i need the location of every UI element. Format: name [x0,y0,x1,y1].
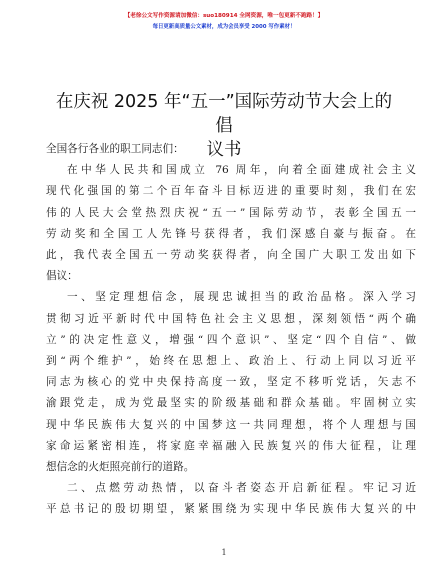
paragraph-line: 同志为核心的党中央保持高度一致，坚定不移听党话，矢志不 [46,376,416,389]
document-body [46,139,416,521]
paragraph-line: 倡议： [46,270,78,283]
paragraph-line: 立”的决定性意义，增强“四个意识”、坚定“四个自信”、做 [46,333,416,346]
paragraph-line: 一、坚定理想信念，展现忠诚担当的政治品格。深入学习 [67,291,416,304]
title-line: 在庆祝 2025 年“五一”国际劳动节大会上的倡 [55,92,393,136]
page-number: 1 [221,548,227,557]
promo-banner-line-2: 每日更新高质量公文素材，成为会员享受 2000 写作素材！ [152,24,296,30]
paragraph-line: 现代化强国的第二个百年奋斗目标迈进的重要时刻，我们在宏 [46,185,416,198]
paragraph-line: 贯彻习近平新时代中国特色社会主义思想，深刻领悟“两个确 [46,312,416,325]
paragraph-line: 渝跟党走，成为党最坚实的阶级基础和群众基础。牢固树立实 [46,397,416,410]
promo-banner-line-1: 【老徐公文写作资源请加微信：suo180914 全网资源，唯一包更新不跑路！】 [124,13,324,19]
paragraph-line: 劳动奖和全国工人先锋号获得者，我们深感自豪与振奋。在 [46,227,416,240]
paragraph-line: 家命运紧密相连，将家庭幸福融入民族复兴的伟大征程，让理 [46,439,416,452]
paragraph-line: 想信念的火炬照亮前行的道路。 [46,461,195,474]
paragraph-line: 平总书记的殷切期望，紧紧围绕为实现中华民族伟大复兴的中 [46,503,416,516]
paragraph-line: 伟的人民大会堂热烈庆祝“五一”国际劳动节，表彰全国五一 [46,206,416,219]
paragraph-line: 现中华民族伟大复兴的中国梦这一共同理想，将个人理想与国 [46,418,416,431]
paragraph-line: 二、点燃劳动热情，以奋斗者姿态开启新征程。牢记习近 [67,482,416,495]
title-line: 议书 [206,140,242,160]
paragraph-line: 在中华人民共和国成立 76 周年，向着全面建成社会主义 [67,164,416,177]
salutation: 全国各行各业的职工同志们： [46,143,184,155]
paragraph-line: 到“两个维护”，始终在思想上、政治上、行动上同以习近平 [46,355,416,368]
paragraph-line: 此，我代表全国五一劳动奖获得者，向全国广大职工发出如下 [46,249,416,262]
